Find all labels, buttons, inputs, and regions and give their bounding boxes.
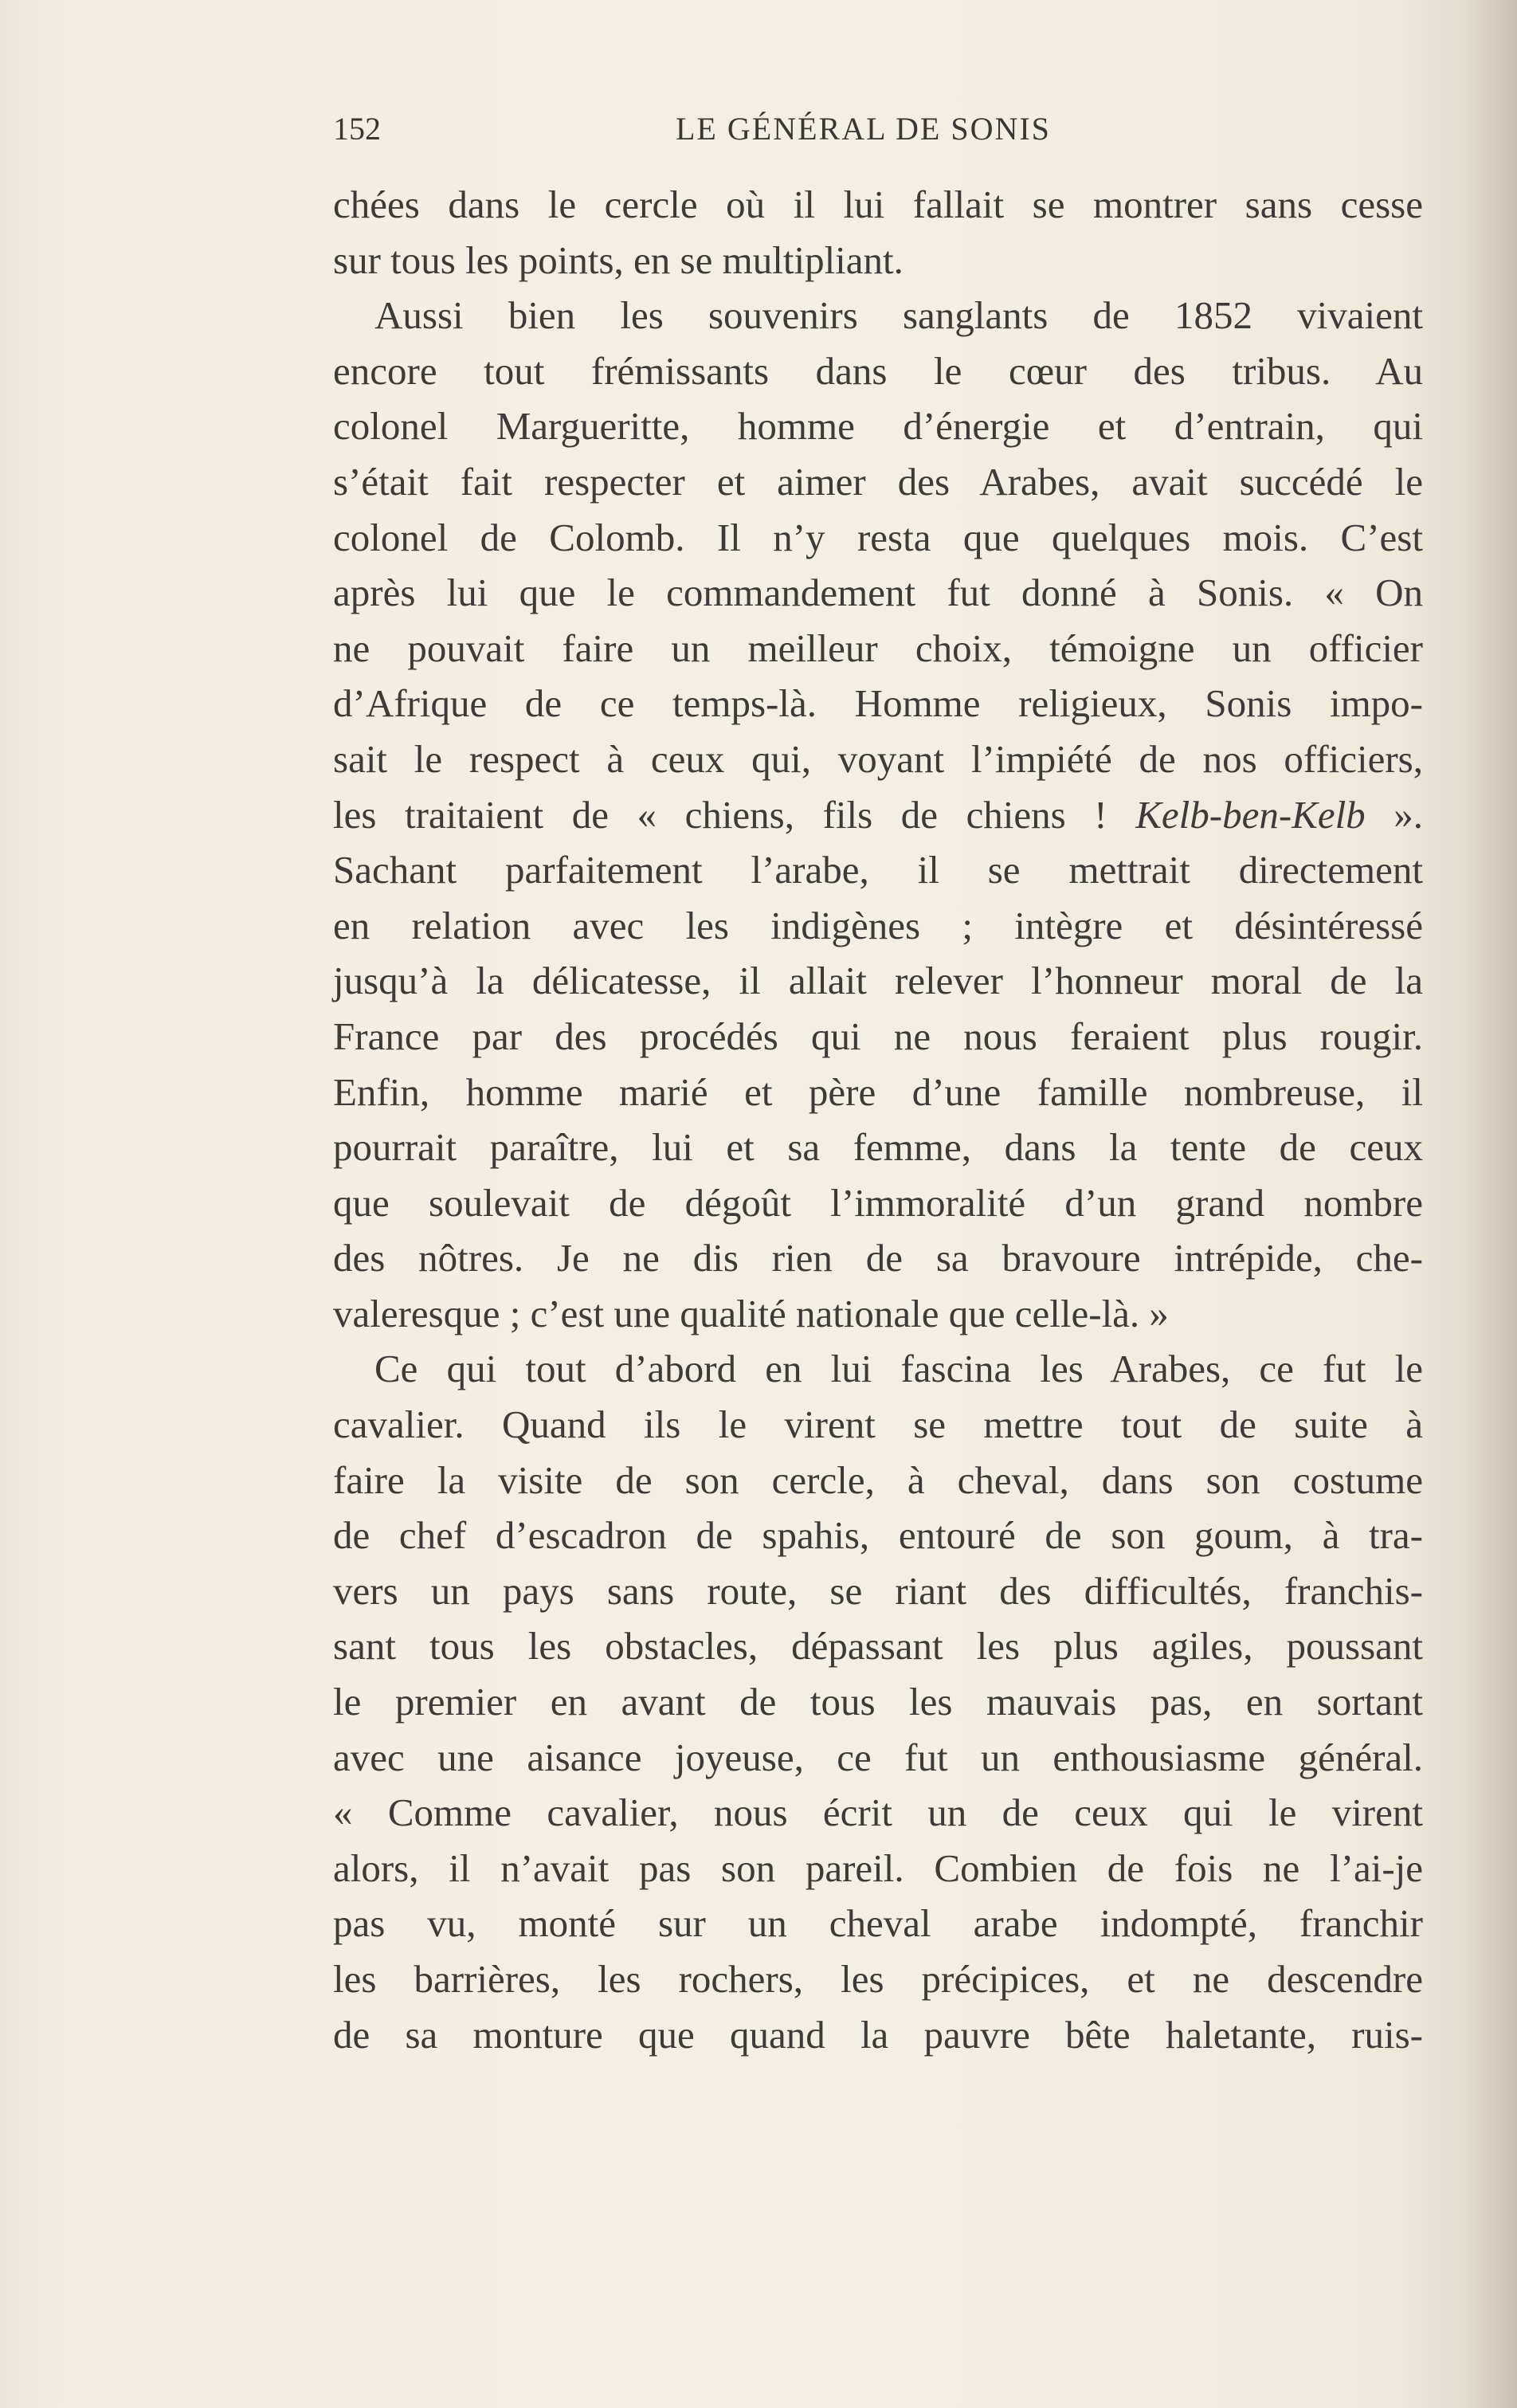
text-line: Aussi bien les souvenirs sanglants de 1852 vivaient	[374, 293, 1423, 338]
text-line: encore tout frémissants dans le cœur des tribus. Au	[333, 348, 1423, 393]
text-line: le premier en avant de tous les mauvais pas, en sortant	[333, 1680, 1423, 1724]
body-text	[333, 177, 1423, 2062]
text-line: pas vu, monté sur un cheval arabe indompté, franchir	[333, 1901, 1423, 1946]
text-line: des nôtres. Je ne dis rien de sa bravoure intrépide, che-	[333, 1236, 1423, 1280]
text-line: Sachant parfaitement l’arabe, il se mettrait directement	[333, 848, 1423, 892]
text-line: les barrières, les rochers, les précipices, et ne descendre	[333, 1957, 1423, 2001]
text-line: de chef d’escadron de spahis, entouré de son goum, à tra-	[333, 1513, 1423, 1558]
text-line: jusqu’à la délicatesse, il allait relever l’honneur moral de la	[333, 959, 1423, 1003]
text-line: colonel Margueritte, homme d’énergie et d’entrain, qui	[333, 404, 1423, 449]
text-line: en relation avec les indigènes ; intègre et désintéressé	[333, 903, 1423, 947]
page-number: 152	[333, 111, 381, 147]
italic-phrase: Kelb-ben-Kelb	[1135, 792, 1366, 837]
text-line: ne pouvait faire un meilleur choix, témoigne un officier	[333, 626, 1423, 670]
text-line: avec une aisance joyeuse, ce fut un enthousiasme général.	[333, 1735, 1423, 1779]
text-line: « Comme cavalier, nous écrit un de ceux qui le virent	[333, 1790, 1423, 1835]
text-line: que soulevait de dégoût l’immoralité d’un grand nombre	[333, 1180, 1423, 1225]
text-line: sur tous les points, en se multipliant.	[333, 237, 904, 282]
text-line: sant tous les obstacles, dépassant les plus agiles, poussant	[333, 1624, 1423, 1669]
text-line: France par des procédés qui ne nous feraient plus rougir.	[333, 1014, 1423, 1058]
text-line: vers un pays sans route, se riant des difficultés, franchis-	[333, 1568, 1423, 1613]
page-edge-shadow	[1469, 0, 1517, 2408]
page-header	[333, 110, 1423, 158]
text-line: Ce qui tout d’abord en lui fascina les Arabes, ce fut le	[374, 1347, 1423, 1391]
text-line: colonel de Colomb. Il n’y resta que quelques mois. C’est	[333, 515, 1423, 559]
text-segment: les traitaient de « chiens, fils de chiens !	[333, 792, 1136, 837]
text-line: chées dans le cercle où il lui fallait se montrer sans cesse	[333, 182, 1423, 226]
text-line: Enfin, homme marié et père d’une famille nombreuse, il	[333, 1069, 1423, 1114]
text-segment: ».	[1365, 792, 1424, 837]
text-line: sait le respect à ceux qui, voyant l’impiété de nos officiers,	[333, 736, 1423, 781]
text-line: cavalier. Quand ils le virent se mettre tout de suite à	[333, 1402, 1423, 1447]
text-line: valeresque ; c’est une qualité nationale que celle-là. »	[333, 1291, 1169, 1335]
text-line: d’Afrique de ce temps-là. Homme religieux, Sonis impo-	[333, 681, 1423, 726]
text-line: s’était fait respecter et aimer des Arabes, avait succédé le	[333, 459, 1423, 504]
text-line: après lui que le commandement fut donné à Sonis. « On	[333, 571, 1423, 615]
text-line: faire la visite de son cercle, à cheval, dans son costume	[333, 1457, 1423, 1502]
text-line-with-italic	[333, 787, 1423, 843]
text-line: de sa monture que quand la pauvre bête haletante, ruis-	[333, 2012, 1423, 2057]
text-line: alors, il n’avait pas son pareil. Combien de fois ne l’ai-je	[333, 1845, 1423, 1890]
text-line: pourrait paraître, lui et sa femme, dans la tente de ceux	[333, 1125, 1423, 1170]
running-title: LE GÉNÉRAL DE SONIS	[676, 111, 1051, 147]
